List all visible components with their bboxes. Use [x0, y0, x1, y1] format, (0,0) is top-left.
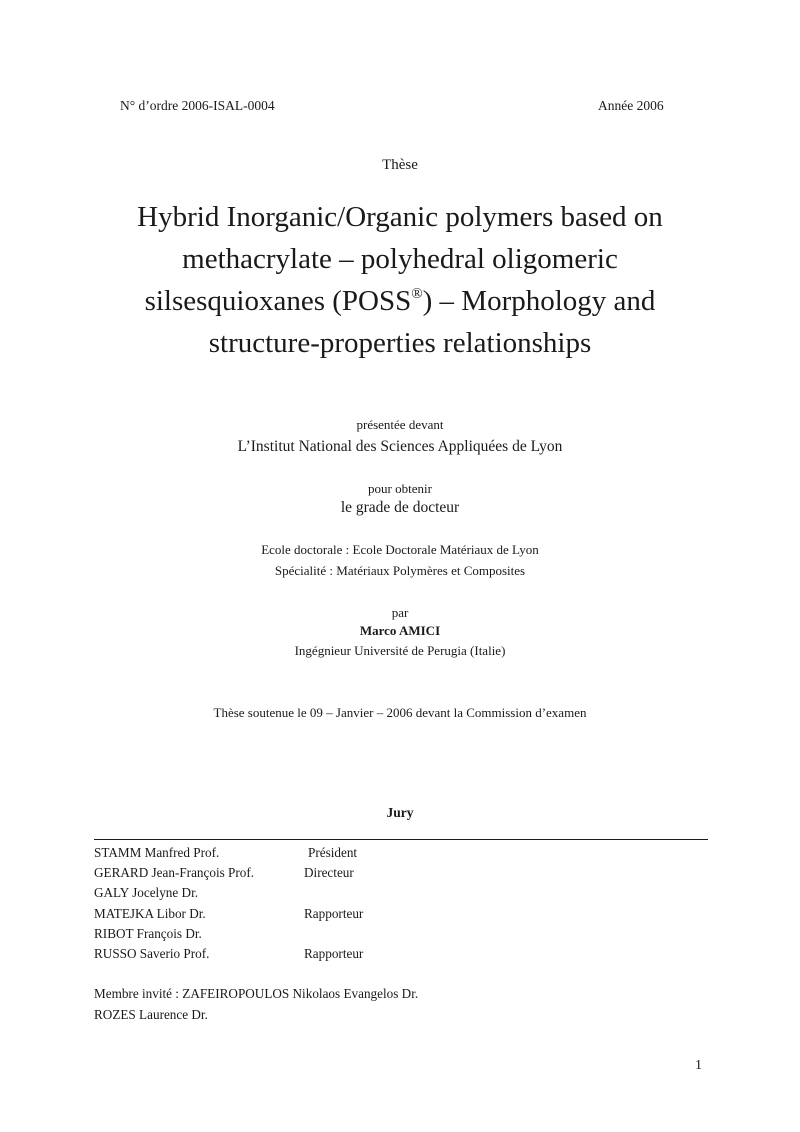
jury-member [94, 885, 694, 905]
jury-member [94, 865, 694, 885]
title-line-2: methacrylate – polyhedral oligomeric [182, 243, 618, 275]
jury-member [94, 926, 694, 946]
jury-member-name: GALY Jocelyne Dr. [94, 885, 199, 901]
jury-member [94, 946, 694, 966]
author-name: Marco AMICI [359, 623, 441, 638]
par-text: par [391, 605, 409, 620]
title-line-3-post: ) – Morphology and [422, 285, 656, 317]
jury-member [94, 906, 694, 926]
ecole-doctorale: Ecole doctorale : Ecole Doctorale Matériaux de Lyon [261, 542, 539, 557]
jury-heading: Jury [386, 805, 414, 820]
title-line-3 [60, 280, 740, 322]
jury-member [94, 845, 694, 865]
jury-member-name: GERARD Jean-François Prof. [94, 865, 255, 881]
thesis-title [60, 196, 740, 364]
registered-mark: ® [411, 286, 423, 302]
jury-member-name: RIBOT François Dr. [94, 925, 202, 941]
jury-member-role: Président [308, 845, 358, 860]
institut-name: L’Institut National des Sciences Appliquées de Lyon [237, 438, 563, 455]
jury-list [94, 845, 694, 966]
jury-member-name: MATEJKA Libor Dr. [94, 905, 206, 921]
jury-member-name: RUSSO Saverio Prof. [94, 945, 210, 961]
title-line-4: structure-properties relationships [208, 327, 592, 359]
invited-member: ROZES Laurence Dr. [94, 1006, 208, 1022]
page-number: 1 [695, 1058, 702, 1073]
defense-date: Thèse soutenue le 09 – Janvier – 2006 devant la Commission d’examen [213, 705, 587, 720]
jury-member-role: Rapporteur [304, 905, 364, 921]
specialite: Spécialité : Matériaux Polymères et Composites [274, 563, 526, 578]
author-degree: Ingégnieur Université de Perugia (Italie) [294, 643, 506, 658]
invited-member: Membre invité : ZAFEIROPOULOS Nikolaos Evangelos Dr. [94, 986, 419, 1001]
title-line-3-pre: silsesquioxanes (POSS [144, 285, 412, 317]
these-label: Thèse [382, 157, 418, 173]
year: Année 2006 [598, 98, 664, 113]
jury-member-name: STAMM Manfred Prof. [94, 845, 220, 860]
grade-text: le grade de docteur [340, 499, 460, 516]
pour-obtenir-text: pour obtenir [368, 481, 432, 496]
jury-member-role: Rapporteur [304, 945, 364, 961]
jury-member-role: Directeur [304, 865, 354, 881]
title-line-1: Hybrid Inorganic/Organic polymers based on [137, 201, 663, 233]
jury-divider [94, 839, 708, 840]
presentee-text: présentée devant [356, 417, 444, 432]
order-number: N° d’ordre 2006-ISAL-0004 [120, 98, 275, 113]
invited-members [94, 986, 418, 1027]
